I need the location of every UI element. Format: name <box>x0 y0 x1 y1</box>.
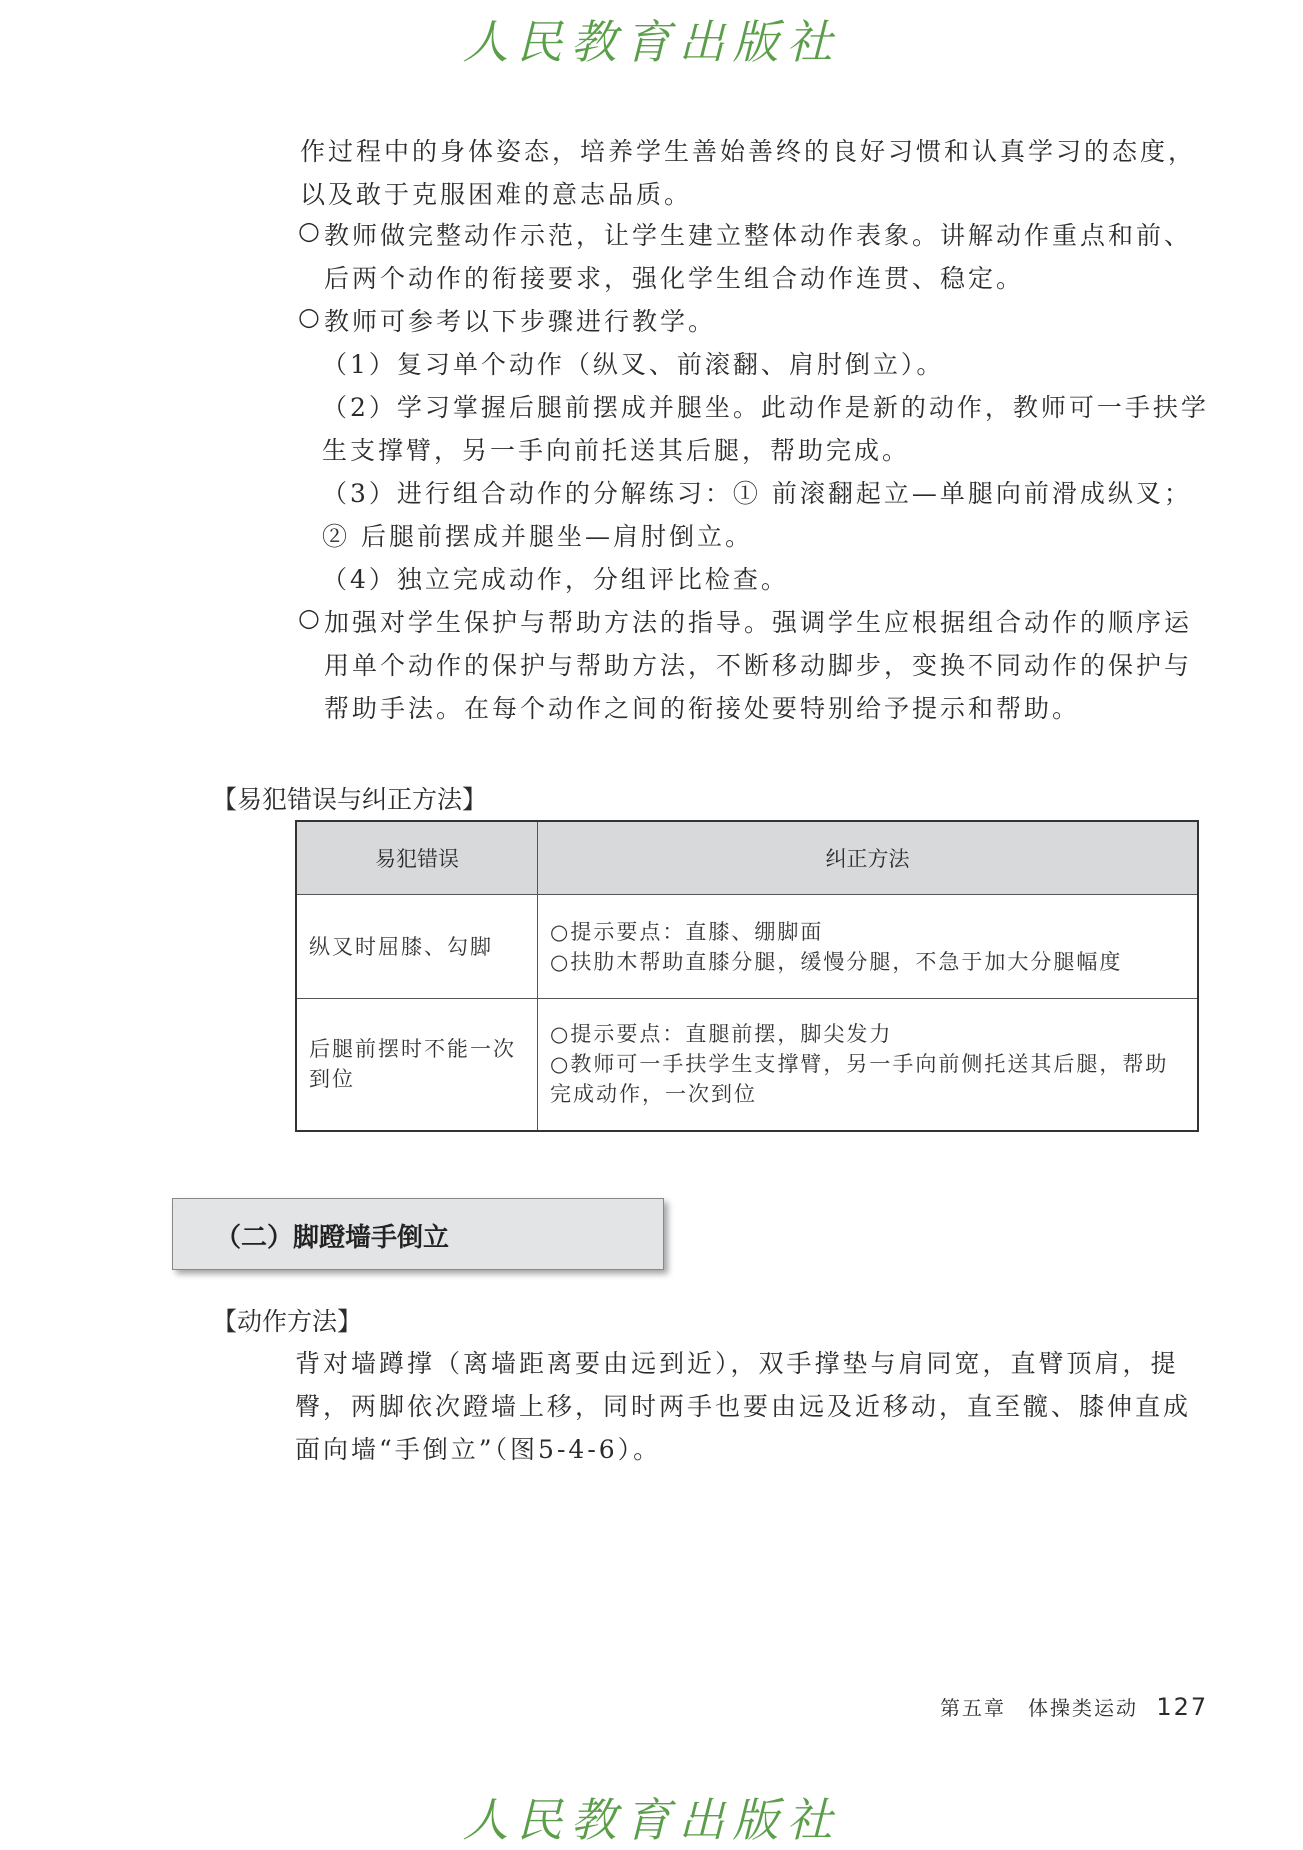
table-header-row <box>296 821 1198 895</box>
table-row <box>296 895 1198 999</box>
text-line: 作过程中的身体姿态，培养学生善始善终的良好习惯和认真学习的态度， <box>300 137 1197 166</box>
step-item: （4）独立完成动作，分组评比检查。 <box>322 565 789 594</box>
errors-section-label: 【易犯错误与纠正方法】 <box>212 785 488 814</box>
text-line: 以及敢于克服困难的意志品质。 <box>300 180 693 209</box>
table-header-fix: 纠正方法 <box>538 821 1199 895</box>
table-header-error: 易犯错误 <box>296 821 538 895</box>
bullet-marker: ○ <box>298 603 323 632</box>
subsection-heading-box <box>172 1198 664 1270</box>
bullet-marker: ○ <box>298 216 323 245</box>
fix-line: ○提示要点：直腿前摆，脚尖发力 <box>550 1022 893 1047</box>
fix-line: ○提示要点：直膝、绷脚面 <box>550 919 824 944</box>
bullet-text: 加强对学生保护与帮助方法的指导。强调学生应根据组合动作的顺序运 <box>324 608 1193 637</box>
bullet-item <box>298 216 1193 293</box>
error-cell: 纵叉时屈膝、勾脚 <box>296 895 538 999</box>
bullet-text: 用单个动作的保护与帮助方法，不断移动脚步，变换不同动作的保护与 <box>324 651 1193 680</box>
fix-line: ○扶肋木帮助直膝分腿，缓慢分腿，不急于加大分腿幅度 <box>550 949 1123 974</box>
errors-table <box>295 820 1199 1132</box>
error-cell: 后腿前摆时不能一次到位 <box>296 999 538 1131</box>
page-number: 127 <box>1156 1693 1209 1721</box>
step-item: （2）学习掌握后腿前摆成并腿坐。此动作是新的动作，教师可一手扶学 <box>322 393 1209 422</box>
bullet-item <box>298 302 717 336</box>
chapter-title: 第五章 体操类运动 <box>940 1696 1138 1720</box>
text-line: 背对墙蹲撑（离墙距离要由远到近），双手撑垫与肩同宽，直臂顶肩，提 <box>295 1349 1179 1378</box>
bullet-marker: ○ <box>298 302 323 331</box>
fix-cell <box>538 999 1199 1131</box>
bullet-text: 教师可参考以下步骤进行教学。 <box>324 307 717 336</box>
bullet-text: 后两个动作的衔接要求，强化学生组合动作连贯、稳定。 <box>324 264 1025 293</box>
step-item: 生支撑臂，另一手向前托送其后腿，帮助完成。 <box>322 436 911 465</box>
publisher-logo-bottom: 人民教育出版社 <box>462 1793 841 1847</box>
step-item: ② 后腿前摆成并腿坐—肩肘倒立。 <box>322 522 753 551</box>
publisher-logo-top: 人民教育出版社 <box>462 15 841 69</box>
fix-cell <box>538 895 1199 999</box>
page-footer <box>940 1692 1208 1721</box>
step-item: （3）进行组合动作的分解练习：① 前滚翻起立—单腿向前滑成纵叉； <box>322 479 1192 508</box>
text-line: 臀，两脚依次蹬墙上移，同时两手也要由远及近移动，直至髋、膝伸直成 <box>295 1392 1192 1421</box>
bullet-item <box>298 603 1193 723</box>
method-label: 【动作方法】 <box>212 1307 363 1336</box>
subsection-heading: （二）脚蹬墙手倒立 <box>215 1223 450 1253</box>
bullet-text: 教师做完整动作示范，让学生建立整体动作表象。讲解动作重点和前、 <box>324 221 1193 250</box>
table-row <box>296 999 1198 1131</box>
step-item: （1）复习单个动作（纵叉、前滚翻、肩肘倒立）。 <box>322 350 945 379</box>
fix-line: ○教师可一手扶学生支撑臂，另一手向前侧托送其后腿，帮助完成动作，一次到位 <box>550 1052 1169 1107</box>
bullet-text: 帮助手法。在每个动作之间的衔接处要特别给予提示和帮助。 <box>324 694 1081 723</box>
text-line: 面向墙“手倒立”（图5-4-6）。 <box>295 1435 662 1464</box>
